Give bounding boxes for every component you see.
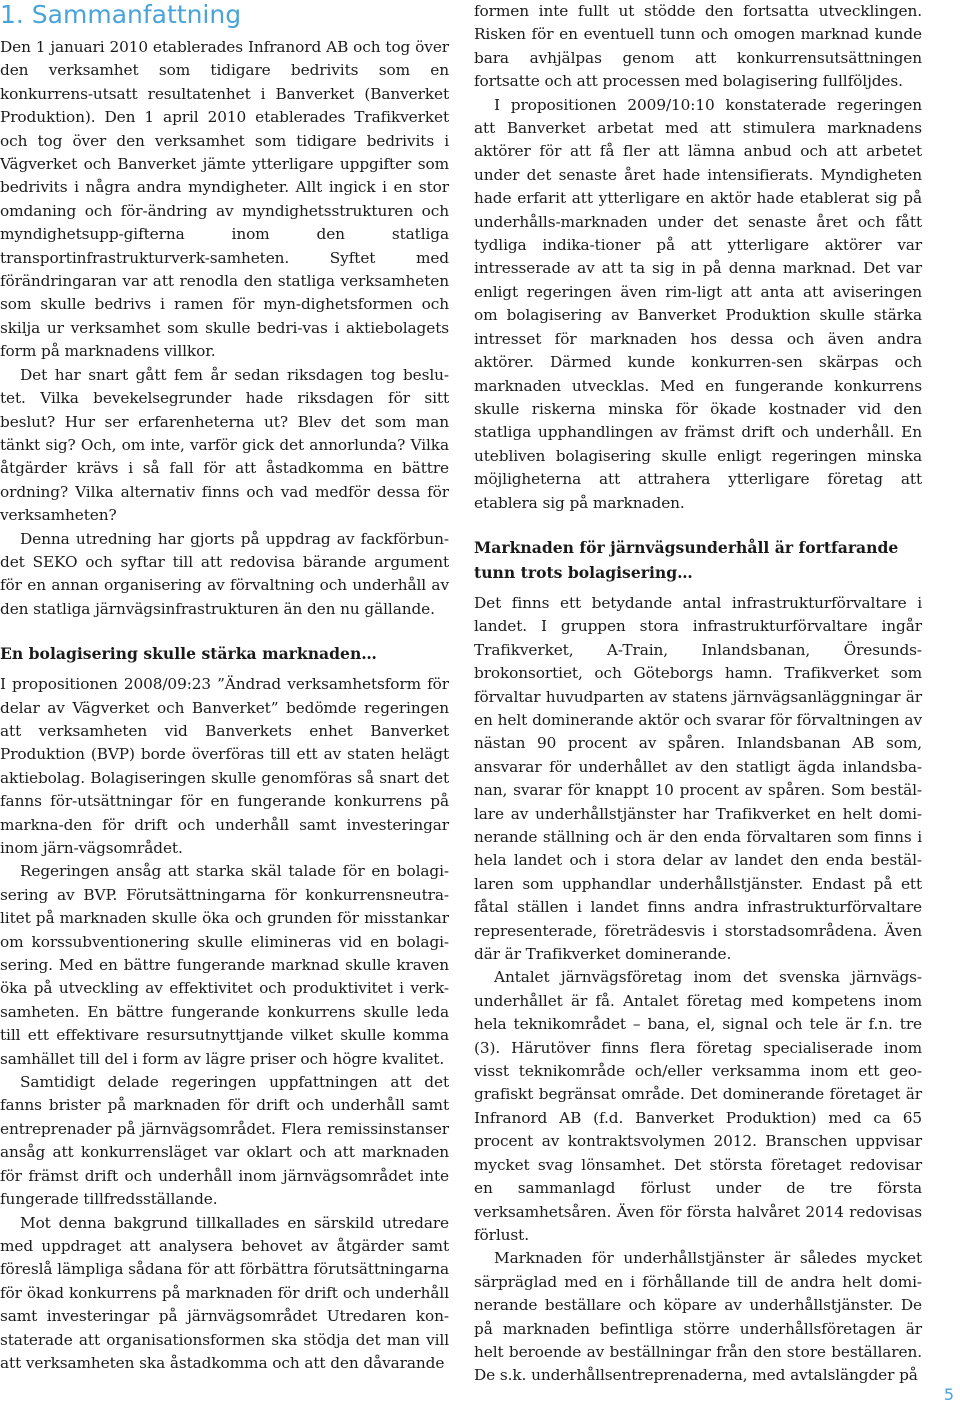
paragraph: Antalet järnvägsföretag inom det svenska järnvägs-underhållet är få. Antalet företag med kompetens inom hela teknikområdet – bana, el, signal och tele är f.n. tre (3). Härutöver finns flera företag specialiserade inom visst teknikområde och/eller verksamma inom ett geo-grafiskt begränsat område. Det dominerande företaget är Infranord AB (f.d. Banverket Produktion) med ca 65 procent av kontraktsvolymen 2012. Branschen uppvisar mycket svag lönsamhet. Det största företaget redovisar en sammanlagd förlust under de tre första verksamhetsåren. Även för första halvåret 2014 redovisas förlust. bbox=[474, 968, 922, 1244]
spacer bbox=[0, 666, 449, 673]
paragraph: Det har snart gått fem år sedan riksdagen tog beslu-tet. Vilka bevekelsegrunder hade riksdagen för sitt beslut? Hur ser erfarenheterna ut? Blev det som man tänkt sig? Och, om inte, varför gick det annorlunda? Vilka åtgärder krävs i så fall för att åstadkomma en bättre ordning? Vilka alternativ finns och vad medför dessa för verksamheten? bbox=[0, 365, 449, 525]
paragraph: Samtidigt delade regeringen uppfattningen att det fanns brister på marknaden för drift och underhåll samt entreprenader på järnvägsområdet. Flera remissinstanser ansåg att konkurrensläget var oklart och att marknaden för främst drift och underhåll inom järnvägsområdet inte fungerade tillfredsställande. bbox=[0, 1073, 449, 1209]
page-title: 1. Sammanfattning bbox=[0, 0, 242, 29]
paragraph: Denna utredning har gjorts på uppdrag av fackförbun-det SEKO och syftar till att redovisa bärande argument för en annan organisering av förvaltning och underhåll av den statliga järnvägsinfrastrukturen än den nu gällande. bbox=[0, 529, 449, 618]
spacer bbox=[474, 515, 922, 535]
paragraph: Det finns ett betydande antal infrastrukturförvaltare i landet. I gruppen stora infrastrukturförvaltare ingår Trafikverket, A-Train, Inlandsbanan, Öresunds-brokonsortiet, och Göteborgs hamn. Trafikverket som förvaltar huvudparten av statens järnvägsanläggningar är en helt dominerande aktör och svarar för förvaltningen av nästan 90 procent av spåren. Inlandsbanan AB som, ansvarar för underhållet av den statligt ägda inlandsba-nan, svarar för knappt 10 procent av spåren. Som bestäl-lare av underhållstjänster har Trafikverket en helt domi-nerande ställning och är den enda förvaltaren som finns i hela landet och i stora delar av landet den enda bestäl-laren som upphandlar underhållstjänster. Endast på ett fåtal ställen i landet finns andra infrastrukturförvaltare representerade, företrädesvis i storstadsområdena. Även där är Trafikverket dominerande. bbox=[474, 593, 922, 964]
section-heading: En bolagisering skulle stärka marknaden… bbox=[0, 644, 377, 664]
paragraph: formen inte fullt ut stödde den fortsatta utvecklingen. Risken för en eventuell tunn och omogen marknad kunde bara avhjälpas genom att konkurrensutsättningen fortsatte och att processen med bolagisering fullföljdes. bbox=[474, 2, 922, 91]
paragraph: I propositionen 2008/09:23 ”Ändrad verksamhetsform för delar av Vägverket och Banverket” bedömde regeringen att verksamheten vid Banverkets enhet Banverket Produktion (BVP) borde överföras till ett av staten helägt aktiebolag. Bolagiseringen skulle genomföras så snart det fanns för-utsättningar för en fungerande konkurrens på markna-den för drift och underhåll samt investeringar inom järn-vägsområdet. bbox=[0, 675, 449, 857]
paragraph: I propositionen 2009/10:10 konstaterade regeringen att Banverket arbetat med att stimulera marknadens aktörer för att få fler att lämna anbud och att arbetet under det senaste året hade intensifierats. Myndigheten hade erfarit att ytterligare en aktör hade etablerat sig på underhålls-marknaden under det senaste året och fått tydliga indika-tioner på att ytterligare aktörer var intresserade av att ta sig in på denna marknad. Det var enligt regeringen även rim-ligt att anta att aviseringen om bolagisering av Banverket Produktion skulle stärka intresset för marknaden hos dessa och även andra aktörer. Därmed kunde konkurren-sen skärpas och marknaden utvecklas. Med en fungerande konkurrens skulle riskerna minska för ökade kostnader vid den statliga upphandlingen av främst drift och underhåll. En utebliven bolagisering skulle enligt regeringen minska möjligheterna att attrahera ytterligare företag att etablera sig på marknaden. bbox=[474, 95, 922, 512]
spacer bbox=[0, 621, 449, 641]
paragraph: Regeringen ansåg att starka skäl talade för en bolagi-sering av BVP. Förutsättningarna för konkurrensneutra-litet på marknaden skulle öka och grunden för misstankar om korssubventionering skulle elimineras vid en bolagi-sering. Med en bättre fungerande marknad skulle kraven öka på utveckling av effektivitet och produktivitet i verk-samheten. En bättre fungerande konkurrens skulle leda till ett effektivare resursutnyttjande vilket skulle komma samhället till del i form av lägre priser och högre kvalitet. bbox=[0, 862, 449, 1068]
section-heading: Marknaden för järnvägsunderhåll är fortfarande tunn trots bolagisering… bbox=[474, 537, 899, 582]
paragraph: Den 1 januari 2010 etablerades Infranord AB och tog över den verksamhet som tidigare bedrivits som en konkurrens-utsatt resultatenhet i Banverket (Banverket Produktion). Den 1 april 2010 etablerades Trafikverket och tog över den verksamhet som tidigare bedrivits i Vägverket och Banverket jämte ytterligare uppgifter som bedrivits i några andra myndigheter. Allt ingick i en stor omdaning och för-ändring av myndighetsstrukturen och myndighetsupp-gifterna inom den statliga transportinfrastrukturverk-samheten. Syftet med förändringaran var att renodla den statliga verksamheten som skulle bedrivs i ramen för myn-dighetsformen och skilja ur verksamhet som skulle bedri-vas i aktiebolagets form på marknadens villkor. bbox=[0, 38, 449, 361]
page-number: 5 bbox=[943, 1385, 954, 1404]
paragraph: Mot denna bakgrund tillkallades en särskild utredare med uppdraget att analysera behovet av åtgärder samt föreslå lämpliga sådana för att förbättra förutsättningarna för ökad konkurrens på marknaden för drift och underhåll samt investeringar på järnvägsområdet Utredaren kon-staterade att organisationsformen ska stödja det man vill att verksamheten ska åstadkomma och att den dåvarande bbox=[0, 1213, 449, 1372]
paragraph: Marknaden för underhållstjänster är således mycket särpräglad med en i förhållande till de andra helt domi-nerande beställare och köpare av underhållstjänster. De på marknaden befintliga större underhållsföretagen är helt beroende av beställningar från den store beställaren. De s.k. underhållsentreprenaderna, med avtalslängder på bbox=[474, 1249, 922, 1385]
spacer bbox=[474, 585, 922, 592]
right-column bbox=[474, 0, 922, 1388]
left-column bbox=[0, 0, 449, 1375]
